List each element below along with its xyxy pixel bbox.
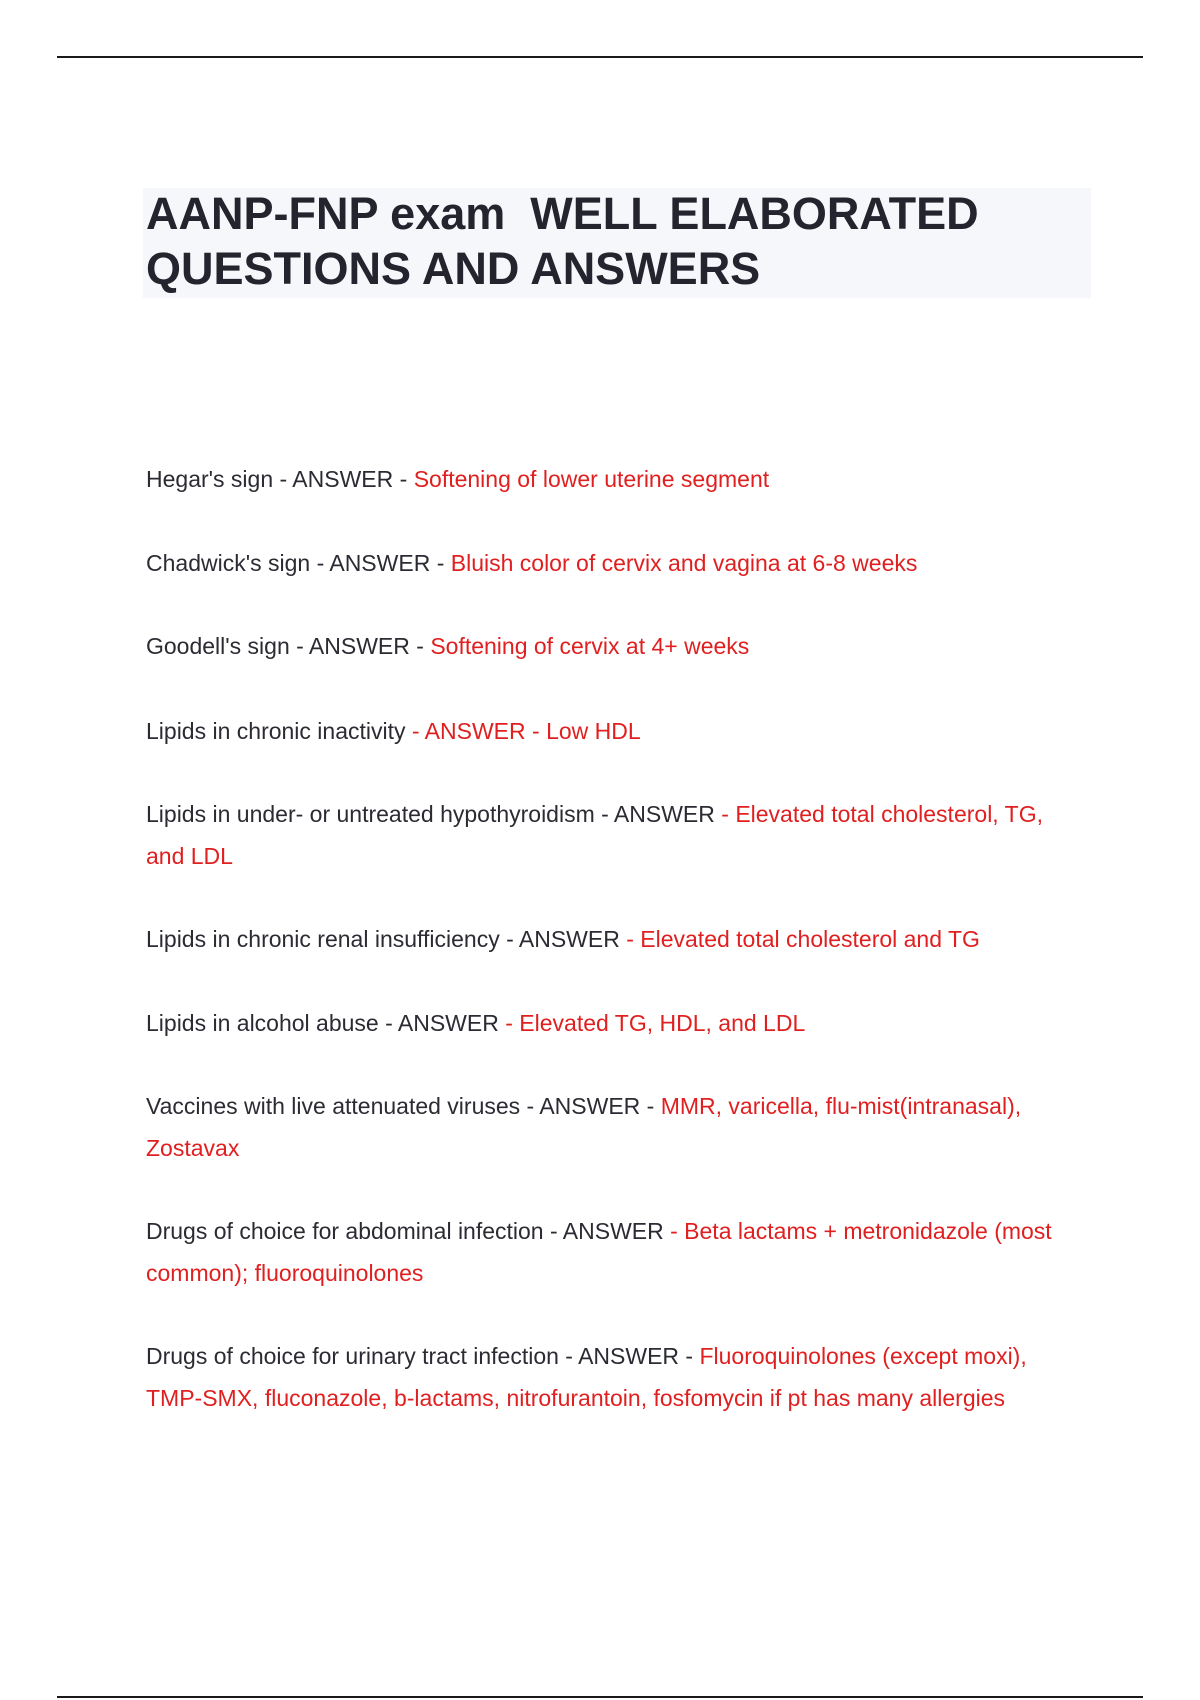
qa-item	[146, 793, 1086, 877]
qa-question: Vaccines with live attenuated viruses - ANSWER -	[146, 1093, 661, 1119]
qa-answer: - Elevated total cholesterol and TG	[626, 926, 980, 952]
qa-answer: MMR, varicella, flu-mist(intranasal), Zostavax	[146, 1093, 1022, 1161]
qa-question: Lipids in under- or untreated hypothyroidism - ANSWER	[146, 801, 722, 827]
qa-question: Goodell's sign - ANSWER -	[146, 633, 431, 659]
qa-question: Drugs of choice for urinary tract infection - ANSWER -	[146, 1343, 700, 1369]
qa-item	[146, 458, 1086, 500]
qa-item	[146, 918, 1086, 960]
qa-answer: - Elevated total cholesterol, TG, and LDL	[146, 801, 1043, 869]
qa-item	[146, 625, 1086, 667]
qa-item	[146, 710, 1086, 752]
qa-question: Lipids in chronic renal insufficiency - ANSWER	[146, 926, 627, 952]
qa-answer: Softening of cervix at 4+ weeks	[430, 633, 750, 659]
document-title: AANP-FNP exam WELL ELABORATED QUESTIONS AND ANSWERS	[146, 188, 992, 294]
qa-question: Chadwick's sign - ANSWER -	[146, 550, 451, 576]
footer-rule	[57, 1696, 1143, 1698]
qa-item	[146, 1335, 1086, 1419]
qa-item	[146, 1210, 1086, 1294]
qa-item	[146, 542, 1086, 584]
qa-answer: Softening of lower uterine segment	[413, 466, 770, 492]
qa-answer: Fluoroquinolones (except moxi), TMP-SMX, fluconazole, b-lactams, nitrofurantoin, fosfomycin if pt has many allergies	[146, 1343, 1027, 1411]
qa-question: Hegar's sign - ANSWER -	[146, 466, 414, 492]
qa-answer: - Beta lactams + metronidazole (most common); fluoroquinolones	[146, 1218, 1052, 1286]
qa-item	[146, 1002, 1086, 1044]
qa-question: Lipids in alcohol abuse - ANSWER	[146, 1010, 506, 1036]
qa-question: Drugs of choice for abdominal infection - ANSWER	[146, 1218, 671, 1244]
qa-question: Lipids in chronic inactivity	[146, 718, 412, 744]
header-rule	[57, 56, 1143, 58]
qa-answer: - ANSWER - Low HDL	[411, 718, 641, 744]
qa-answer: - Elevated TG, HDL, and LDL	[505, 1010, 806, 1036]
qa-item	[146, 1085, 1086, 1169]
qa-answer: Bluish color of cervix and vagina at 6-8 weeks	[450, 550, 918, 576]
